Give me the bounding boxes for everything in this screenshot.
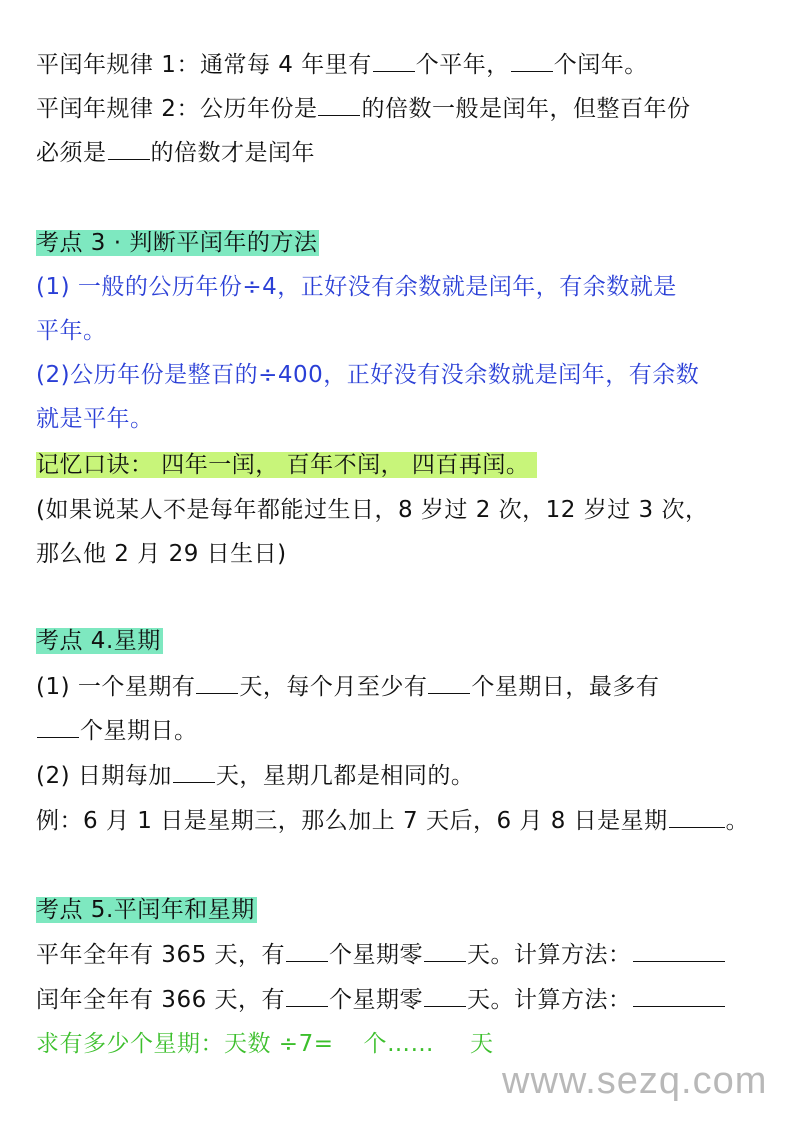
section4-title	[36, 624, 163, 658]
common-year-line	[36, 938, 726, 972]
leap-year-text-c: 天。计算方法：	[467, 987, 632, 1013]
blank-days-per-week[interactable]	[196, 673, 238, 694]
method2-text-b: 就是平年。	[36, 406, 154, 432]
week-example-line	[36, 804, 749, 838]
week-q2-text-b: 天，星期几都是相同的。	[215, 763, 475, 789]
rule1-text-a: 平闰年规律 1：通常每 4 年里有	[36, 52, 372, 78]
method1-line-1	[36, 270, 677, 304]
rule1-text-c: 个闰年。	[553, 52, 648, 78]
birthday-note-text-a: (如果说某人不是每年都能过生日，8 岁过 2 次，12 岁过 3 次，	[36, 497, 709, 523]
weeks-formula-text-b: 个……	[363, 1031, 434, 1057]
mnemonic-text: 记忆口诀： 四年一闰， 百年不闰， 四百再闰。	[36, 452, 537, 478]
leap-year-text-b: 个星期零	[329, 987, 424, 1013]
rule1-line	[36, 48, 648, 82]
week-example-text-a: 例：6 月 1 日是星期三，那么加上 7 天后，6 月 8 日是星期	[36, 808, 668, 834]
birthday-note-text-b: 那么他 2 月 29 日生日)	[36, 541, 287, 567]
site-watermark: www.sezq.com	[502, 1060, 768, 1102]
method2-line-1	[36, 358, 699, 392]
rule2-text-d: 的倍数才是闰年	[150, 140, 315, 166]
rule1-text-b: 个平年，	[415, 52, 510, 78]
weeks-formula-line	[36, 1027, 494, 1061]
blank-leap-weeks[interactable]	[286, 986, 328, 1007]
weeks-formula-text-c: 天	[470, 1031, 494, 1057]
birthday-note-line-2	[36, 537, 287, 571]
blank-common-weeks[interactable]	[286, 941, 328, 962]
week-q2-line	[36, 759, 474, 793]
section5-title-text: 考点 5.平闰年和星期	[36, 897, 255, 923]
method2-line-2	[36, 402, 154, 436]
week-q1-text-a: (1) 一个星期有	[36, 674, 196, 700]
rule2-text-c: 必须是	[36, 140, 107, 166]
week-q1-text-b: 天，每个月至少有	[239, 674, 428, 700]
blank-max-sundays[interactable]	[37, 717, 79, 738]
section3-title-text: 考点 3 · 判断平闰年的方法	[36, 230, 318, 256]
blank-multiple-400[interactable]	[108, 139, 150, 160]
week-example-text-b: 。	[725, 808, 750, 834]
blank-weekday-answer[interactable]	[669, 807, 725, 828]
rule2-text-a: 平闰年规律 2：公历年份是	[36, 96, 318, 122]
week-q1-text-c: 个星期日，最多有	[471, 674, 660, 700]
common-year-text-c: 天。计算方法：	[467, 942, 632, 968]
week-q1-text-d: 个星期日。	[80, 718, 198, 744]
blank-common-extra-days[interactable]	[424, 941, 466, 962]
week-q1-line-1	[36, 670, 659, 704]
birthday-note-line-1	[36, 493, 709, 527]
blank-min-sundays[interactable]	[428, 673, 470, 694]
blank-common-method[interactable]	[633, 941, 725, 962]
method2-text-a: (2)公历年份是整百的÷400，正好没有没余数就是闰年，有余数	[36, 362, 700, 388]
blank-leap-years[interactable]	[511, 51, 553, 72]
rule2-line-1	[36, 92, 690, 126]
section3-title	[36, 226, 319, 260]
rule2-line-2	[36, 136, 315, 170]
mnemonic-line	[36, 448, 537, 482]
common-year-text-b: 个星期零	[329, 942, 424, 968]
method1-text-a: (1) 一般的公历年份÷4，正好没有余数就是闰年，有余数就是	[36, 274, 677, 300]
blank-leap-method[interactable]	[633, 986, 725, 1007]
section5-title	[36, 893, 257, 927]
section4-title-text: 考点 4.星期	[36, 628, 161, 654]
method1-line-2	[36, 314, 107, 348]
blank-day-interval[interactable]	[173, 762, 215, 783]
leap-year-text-a: 闰年全年有 366 天，有	[36, 987, 286, 1013]
weeks-formula-text-a: 求有多少个星期：天数 ÷7=	[36, 1031, 334, 1057]
common-year-text-a: 平年全年有 365 天，有	[36, 942, 286, 968]
rule2-text-b: 的倍数一般是闰年，但整百年份	[361, 96, 691, 122]
week-q2-text-a: (2) 日期每加	[36, 763, 172, 789]
blank-common-years[interactable]	[373, 51, 415, 72]
blank-multiple-4[interactable]	[318, 95, 360, 116]
week-q1-line-2	[36, 714, 198, 748]
blank-leap-extra-days[interactable]	[424, 986, 466, 1007]
method1-text-b: 平年。	[36, 318, 107, 344]
leap-year-line	[36, 983, 726, 1017]
